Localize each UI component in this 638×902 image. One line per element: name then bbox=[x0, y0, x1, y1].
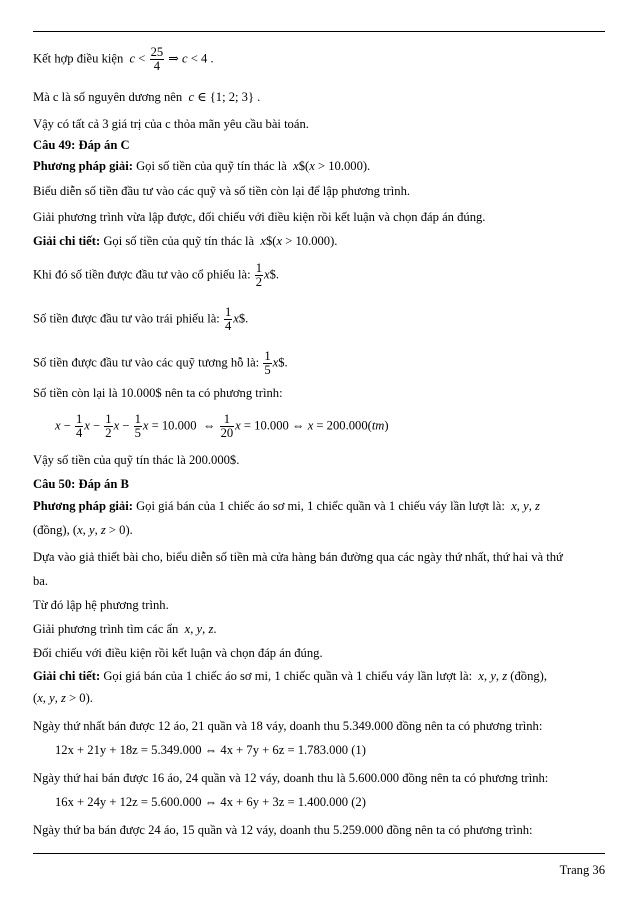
q50-step-5: Từ đó lập hệ phương trình. bbox=[33, 598, 169, 612]
text-span: Số tiền được đầu tư vào trái phiếu là: bbox=[33, 311, 220, 326]
method-label: Phương pháp giải: bbox=[33, 499, 133, 513]
header-rule bbox=[33, 31, 605, 32]
q50-step-4: ba. bbox=[33, 574, 49, 588]
method-label: Phương pháp giải: bbox=[33, 159, 133, 173]
q50-step-6: Giải phương trình tìm các ẩn x, y, z. bbox=[33, 622, 217, 636]
text-span: Gọi giá bán của 1 chiếc áo sơ mi, 1 chiếc quần và 1 chiếu váy lần lượt là: bbox=[103, 669, 473, 683]
q49-method-line: Phương pháp giải: Gọi số tiền của quỹ tín thác là x$(x > 10.000). bbox=[33, 159, 371, 173]
text-span: Gọi số tiền của quỹ tín thác là bbox=[103, 234, 255, 248]
text-span: Mà c là số nguyên dương nên bbox=[33, 90, 183, 104]
q49-bond-line: Số tiền được đầu tư vào trái phiếu là: $\frac{1}{4}$ x$. bbox=[33, 305, 249, 333]
positive-integer-line: Mà c là số nguyên dương nên c ∈ {1; 2; 3} . bbox=[33, 90, 261, 104]
q50-method-line: Phương pháp giải: Gọi giá bán của 1 chiếc áo sơ mi, 1 chiếc quần và 1 chiếu váy lần lượt là: x, y, z bbox=[33, 499, 540, 513]
detail-label: Giải chi tiết: bbox=[33, 234, 101, 248]
footer-rule bbox=[33, 853, 605, 854]
count-conclusion-line: Vậy có tất cả 3 giá trị của c thỏa mãn yêu cầu bài toán. bbox=[33, 117, 309, 131]
text-span: Giải phương trình tìm các ẩn bbox=[33, 622, 179, 636]
q49-stock-line: Khi đó số tiền được đầu tư vào cổ phiếu là: $\frac{1}{2}$ x$. bbox=[33, 261, 280, 289]
text-span: Gọi số tiền của quỹ tín thác là bbox=[136, 159, 287, 173]
fraction-25-4: $\frac{25}{4}$ bbox=[150, 45, 164, 73]
page-number: Trang 36 bbox=[559, 863, 605, 877]
text-span: Số tiền được đầu tư vào các quỹ tương hỗ là: bbox=[33, 355, 260, 370]
q50-equation-2: 16x + 24y + 12z = 5.600.000 ⇔ 4x + 6y + 3z = 1.400.000 (2) bbox=[55, 795, 366, 809]
text-span: (đồng), bbox=[510, 669, 548, 683]
q49-equation: x − $\frac{1}{4}$ x − $\frac{1}{2}$ x − $\frac{1}{5}$ x = 10.000 ⇔ $\frac{1}{20}$ x = 10.000 ⇔ x = 200.000(tm) bbox=[55, 412, 389, 440]
q50-detail-line: Giải chi tiết: Gọi giá bán của 1 chiếc áo sơ mi, 1 chiếc quần và 1 chiếu váy lần lượt là: x, y, z (đồng), bbox=[33, 669, 548, 683]
q50-day1-line: Ngày thứ nhất bán được 12 áo, 21 quần và 18 váy, doanh thu 5.349.000 đồng nên ta có phương trình: bbox=[33, 719, 543, 733]
q49-detail-line: Giải chi tiết: Gọi số tiền của quỹ tín thác là x$(x > 10.000). bbox=[33, 234, 338, 248]
q49-step-2: Biểu diễn số tiền đầu tư vào các quỹ và số tiền còn lại để lập phương trình. bbox=[33, 184, 411, 198]
condition-combine-line: Kết hợp điều kiện c < $\frac{25}{4}$ ⇒ c < 4 . bbox=[33, 45, 214, 73]
text-span: Khi đó số tiền được đầu tư vào cổ phiếu là: bbox=[33, 267, 251, 282]
q50-unit-line: (đồng), (x, y, z > 0). bbox=[33, 523, 133, 537]
question-50-title: Câu 50: Đáp án B bbox=[33, 477, 129, 491]
q50-positivity-line: (x, y, z > 0). bbox=[33, 691, 93, 705]
text-span: (đồng), bbox=[33, 523, 70, 537]
q50-equation-1: 12x + 21y + 18z = 5.349.000 ⇔ 4x + 7y + 6z = 1.783.000 (1) bbox=[55, 743, 366, 757]
q50-step-7: Đối chiếu với điều kiện rồi kết luận và chọn đáp án đúng. bbox=[33, 646, 323, 660]
q49-mutual-fund-line: Số tiền được đầu tư vào các quỹ tương hỗ là: $\frac{1}{5}$ x$. bbox=[33, 349, 288, 377]
text-span: Gọi giá bán của 1 chiếc áo sơ mi, 1 chiếc quần và 1 chiếu váy lần lượt là: bbox=[136, 499, 505, 513]
q49-conclusion: Vậy số tiền của quỹ tín thác là 200.000$. bbox=[33, 453, 240, 467]
text-span: Kết hợp điều kiện bbox=[33, 51, 124, 66]
q49-remaining-line: Số tiền còn lại là 10.000$ nên ta có phương trình: bbox=[33, 386, 283, 400]
q50-day2-line: Ngày thứ hai bán được 16 áo, 24 quần và 12 váy, doanh thu là 5.600.000 đồng nên ta có phương trình: bbox=[33, 771, 549, 785]
q49-step-3: Giải phương trình vừa lập được, đối chiếu với điều kiện rồi kết luận và chọn đáp án đúng. bbox=[33, 210, 486, 224]
question-49-title: Câu 49: Đáp án C bbox=[33, 138, 130, 152]
detail-label: Giải chi tiết: bbox=[33, 669, 101, 683]
q50-day3-line: Ngày thứ ba bán được 24 áo, 15 quần và 12 váy, doanh thu 5.259.000 đồng nên ta có phương trình: bbox=[33, 823, 533, 837]
q50-step-3: Dựa vào giả thiết bài cho, biểu diễn số tiền mà cửa hàng bán đường qua các ngày thứ nhất, thứ hai và thứ bbox=[33, 550, 563, 564]
